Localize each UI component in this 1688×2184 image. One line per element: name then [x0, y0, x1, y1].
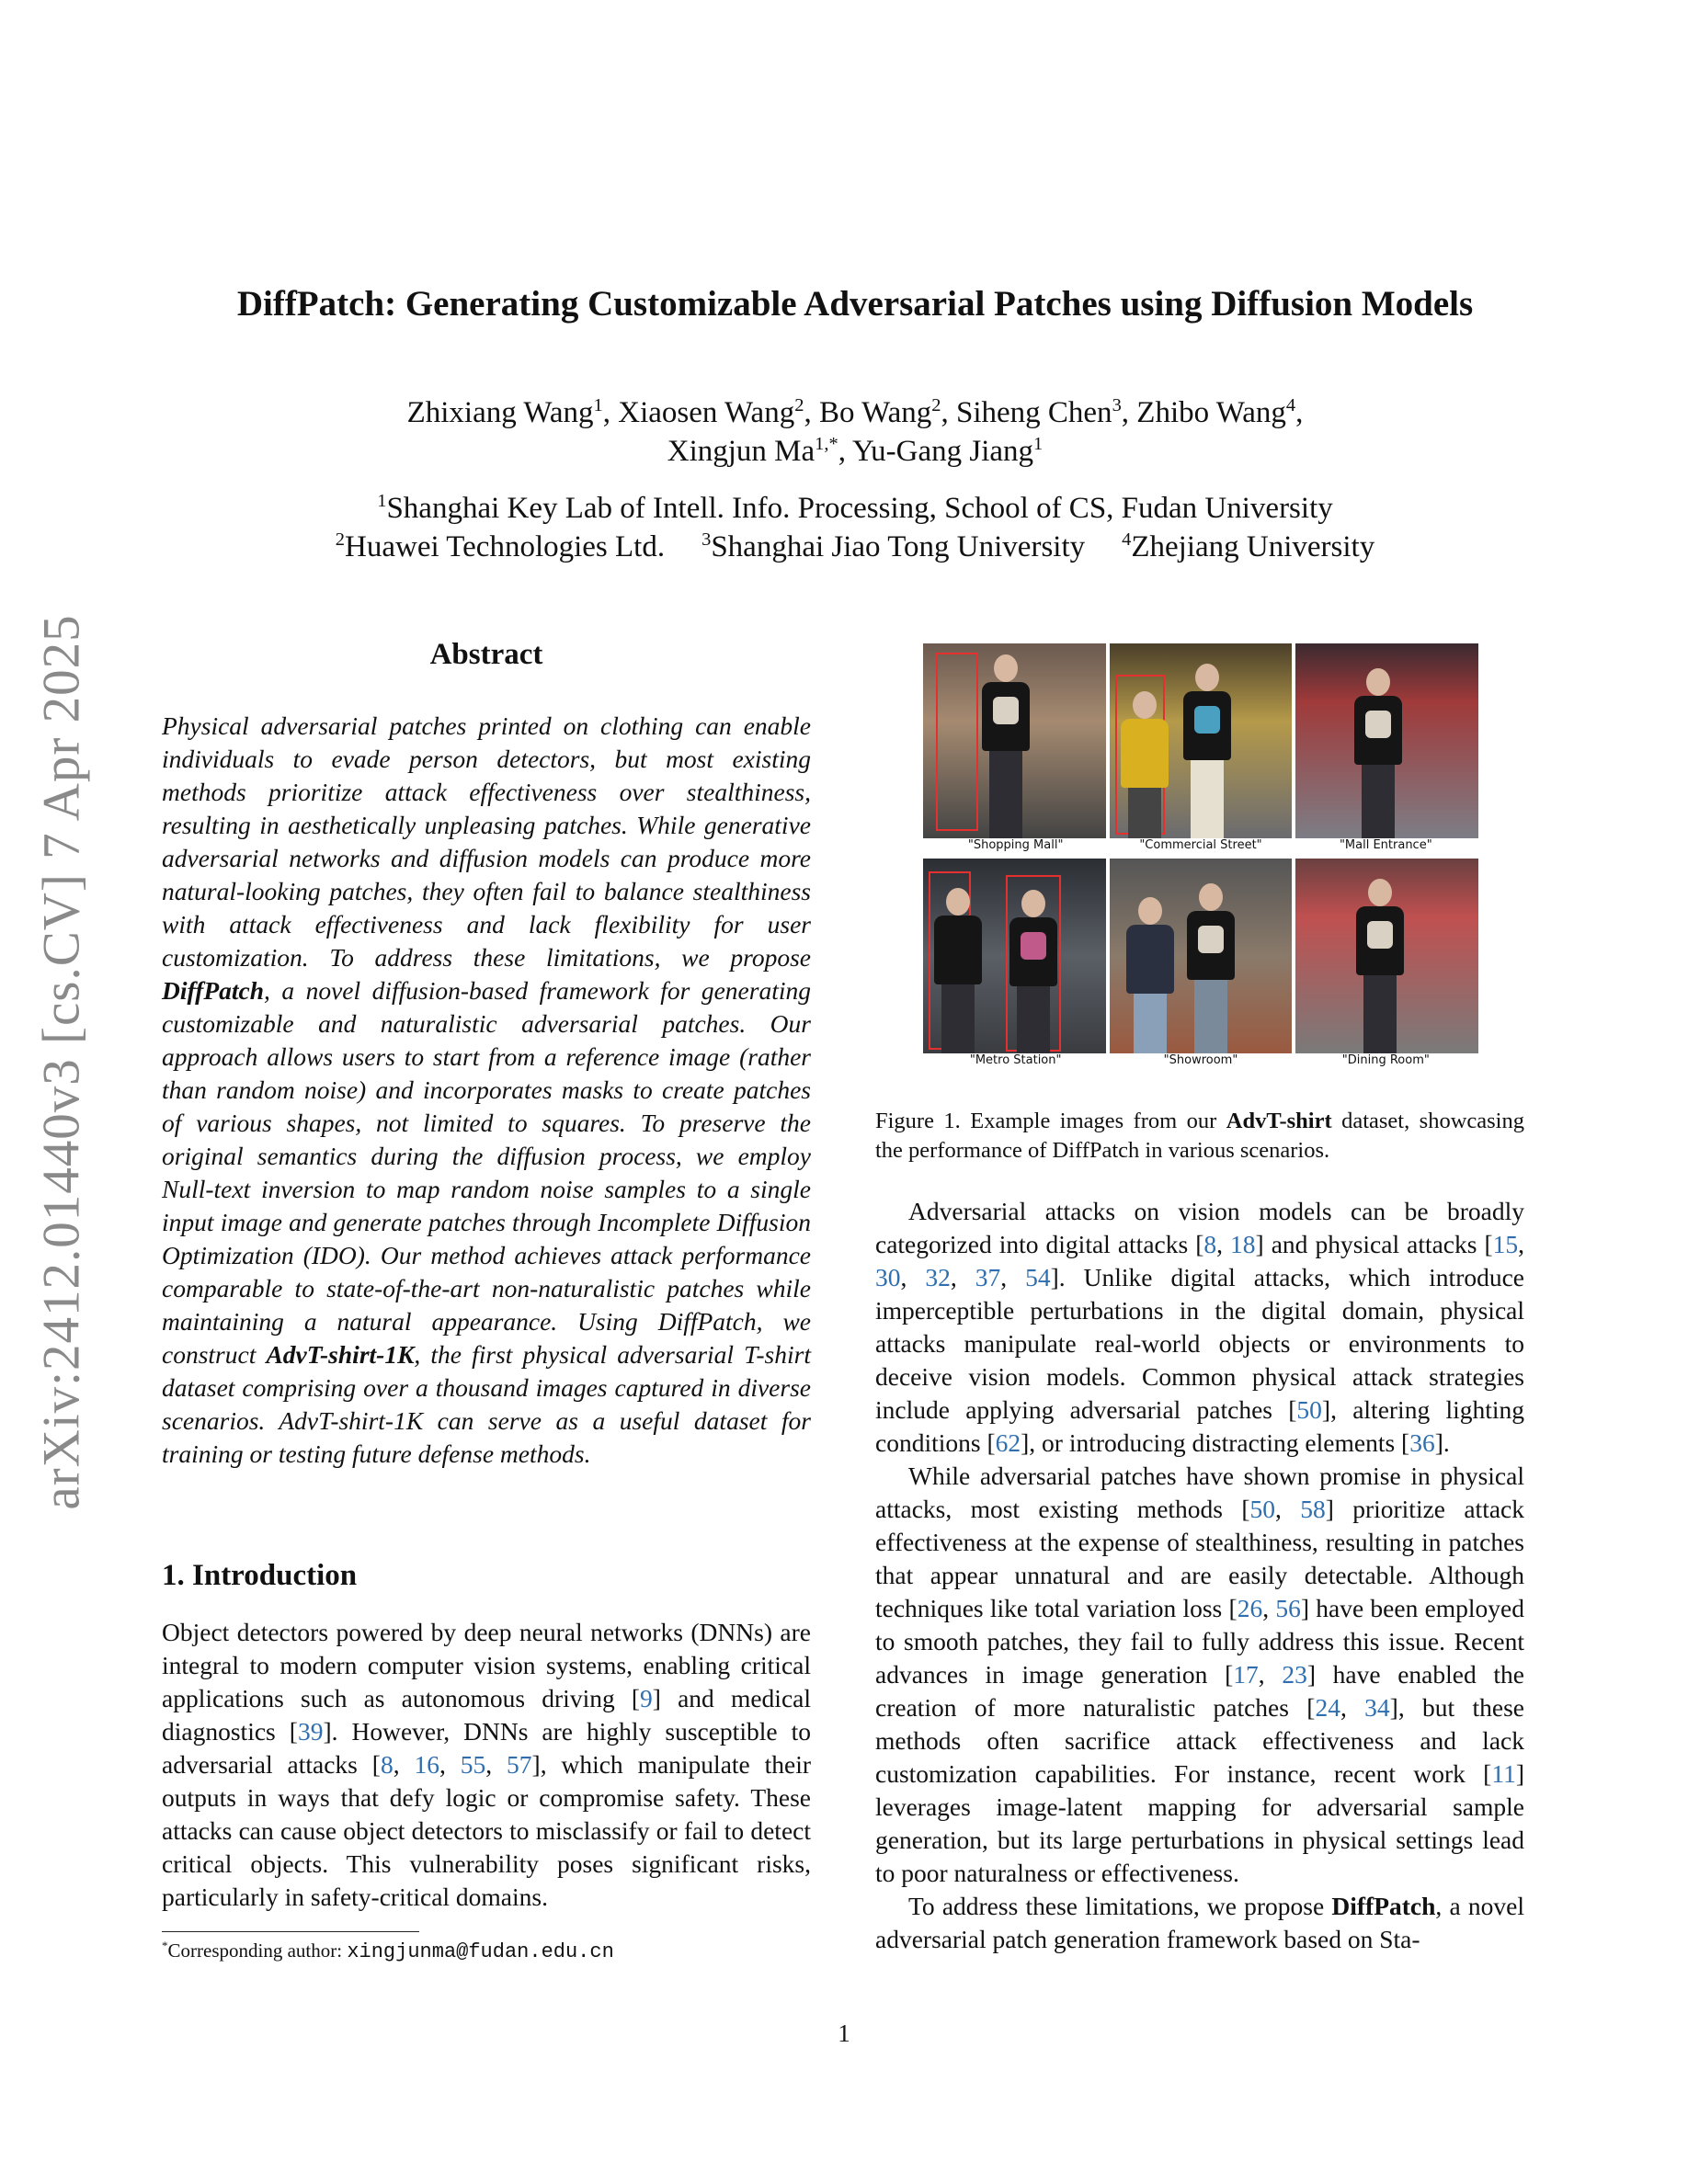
citation-link[interactable]: 30 — [875, 1263, 901, 1291]
email-link[interactable]: xingjunma@fudan.edu.cn — [347, 1940, 614, 1963]
citation-link[interactable]: 37 — [975, 1263, 1001, 1291]
abstract-heading: Abstract — [429, 638, 543, 671]
text-run: ] and medical diagnostics [ — [162, 1684, 812, 1746]
introduction-text — [162, 1616, 811, 1914]
author: Bo Wang$^2$, — [818, 395, 956, 429]
citation-link[interactable]: 50 — [1296, 1395, 1322, 1424]
paper-title: DiffPatch: Generating Customizable Adversarial Patches using Diffusion Models — [236, 284, 1474, 324]
author: Zhixiang Wang$^1$, — [406, 395, 619, 429]
text-run: ]. Unlike digital attacks, which introduce imperceptible perturbations in the digital domain, physical attacks manipulate real-world objects or environments to deceive vision models. Common physical attack strategies include applying adversarial patches [ — [875, 1263, 1525, 1424]
author-line-2 — [138, 432, 1572, 471]
citation-link[interactable]: 8 — [380, 1750, 393, 1779]
affiliation-line-1: $^1$Shanghai Key Lab of Intell. Info. Processing, School of CS, Fudan University — [377, 491, 1333, 525]
photo-caption: "Showroom" — [1163, 1053, 1238, 1067]
text-run: ]. However, DNNs are highly susceptible to adversarial attacks [ — [162, 1717, 811, 1779]
caption-row-top — [923, 838, 1478, 857]
text-run: ] and physical attacks [ — [1255, 1230, 1493, 1258]
affiliations — [138, 489, 1572, 566]
paragraph — [162, 1616, 811, 1914]
text-run: , — [1216, 1230, 1231, 1258]
author: Yu-Gang Jiang$^1$ — [851, 434, 1044, 468]
photo-mall-entrance — [1295, 643, 1478, 838]
photo-shopping-mall — [923, 643, 1106, 838]
photo-row-bottom — [923, 859, 1478, 1053]
citation-link[interactable]: 57 — [507, 1750, 532, 1779]
author: Siheng Chen$^3$, — [955, 395, 1137, 429]
photo-caption: "Shopping Mall" — [967, 838, 1064, 852]
citation-link[interactable]: 50 — [1249, 1495, 1275, 1523]
citation-link[interactable]: 17 — [1233, 1660, 1259, 1689]
author: Zhibo Wang$^4$, — [1136, 395, 1304, 429]
photo-caption: "Dining Room" — [1341, 1053, 1430, 1067]
citation-link[interactable]: 39 — [297, 1717, 324, 1746]
author: Xingjun $Ma^{1,*}$, — [667, 434, 852, 468]
text-run: ], but these methods often sacrifice attack effectiveness and lack customization capabilities. For instance, recent work [ — [875, 1693, 1525, 1788]
bold-text: DiffPatch — [1331, 1892, 1436, 1920]
citation-link[interactable]: 15 — [1492, 1230, 1519, 1258]
citation-link[interactable]: 62 — [995, 1428, 1021, 1457]
citation-link[interactable]: 24 — [1315, 1693, 1340, 1722]
citation-link[interactable]: 56 — [1275, 1594, 1301, 1622]
text-run: , — [1340, 1693, 1365, 1722]
text-run: , — [1000, 1263, 1026, 1291]
author: Xiaosen Wang$^2$, — [618, 395, 819, 429]
citation-link[interactable]: 55 — [460, 1750, 486, 1779]
text-run: , — [1518, 1230, 1525, 1258]
introduction-heading: 1. Introduction — [162, 1559, 358, 1592]
citation-link[interactable]: 58 — [1300, 1495, 1326, 1523]
text-run: While adversarial patches have shown promise in physical attacks, most existing methods [ — [875, 1462, 1524, 1523]
photo-caption: "Mall Entrance" — [1339, 838, 1432, 852]
text-run: , a novel adversarial patch generation framework based on Sta- — [875, 1892, 1524, 1953]
photo-caption: "Commercial Street" — [1139, 838, 1262, 852]
figure-1 — [923, 643, 1478, 1067]
text-run: ] have been employed to smooth patches, they fail to fully address this issue. Recent advances in image generation [ — [875, 1594, 1525, 1689]
text-run: , — [439, 1750, 461, 1779]
citation-link[interactable]: 34 — [1364, 1693, 1390, 1722]
citation-link[interactable]: 26 — [1237, 1594, 1263, 1622]
photo-showroom — [1110, 859, 1293, 1053]
text-run: ]. — [1434, 1428, 1450, 1457]
text-run: ] prioritize attack effectiveness at the expense of stealthiness, resulting in patches that appear unnatural and are easily detectable. Although techniques like total variation loss [ — [875, 1495, 1524, 1622]
page-number: 1 — [838, 2019, 850, 2047]
affiliation-line-2: $^2$Huawei Technologies Ltd. $^3$Shanghai Jiao Tong University $^4$Zhejiang University — [335, 529, 1375, 563]
paragraph — [875, 1890, 1524, 1956]
citation-link[interactable]: 11 — [1491, 1759, 1516, 1788]
author-list — [138, 393, 1572, 471]
text-run: To address these limitations, we propose — [908, 1892, 1332, 1920]
arxiv-identifier: arXiv:2412.01440v3 [cs.CV] 7 Apr 2025 — [32, 613, 91, 1510]
figure-caption: Figure 1. Example images from our AdvT-shirt dataset, showcasing the performance of DiffPatch in various scenarios. — [875, 1109, 1524, 1163]
text-run: , — [485, 1750, 508, 1779]
text-run: , — [950, 1263, 975, 1291]
citation-link[interactable]: 18 — [1230, 1230, 1256, 1258]
footnote: *Corresponding author: xingjunma@fudan.edu.cn — [162, 1939, 614, 1963]
paragraph — [875, 1195, 1524, 1460]
text-run: Adversarial attacks on vision models can be broadly categorized into digital attacks [ — [875, 1197, 1524, 1258]
text-run: , — [1262, 1594, 1276, 1622]
right-column-text — [875, 1195, 1524, 1956]
citation-link[interactable]: 8 — [1203, 1230, 1217, 1258]
citation-link[interactable]: 23 — [1282, 1660, 1307, 1689]
text-run: , — [393, 1750, 415, 1779]
citation-link[interactable]: 16 — [414, 1750, 439, 1779]
text-run: ] leverages image-latent mapping for adversarial sample generation, but its large perturbations in physical settings lead to poor naturalness or effectiveness. — [875, 1759, 1524, 1887]
photo-caption: "Metro Station" — [969, 1053, 1062, 1067]
abstract-text: Physical adversarial patches printed on clothing can enable individuals to evade person detectors, but most existing methods prioritize attack effectiveness over stealthiness, resulting in aesthetically unpleasing patches. While generative adversarial networks and diffusion models can produce more natural-looking patches, they often fail to balance stealthiness with attack effectiveness and lack flexibility for user customization. To address these limitations, we propose DiffPatch, a novel diffusion-based framework for generating customizable and naturalistic adversarial patches. Our approach allows users to start from a reference image (rather than random noise) and incorporates masks to create patches of various shapes, not limited to squares. To preserve the original semantics during the diffusion process, we employ Null-text inversion to map random noise samples to a single input image and generate patches through Incomplete Diffusion Optimization (IDO). Our method achieves attack performance comparable to state-of-the-art non-naturalistic patches while maintaining a natural appearance. Using DiffPatch, we construct AdvT-shirt-1K, the first physical adversarial T-shirt dataset comprising over a thousand images captured in diverse scenarios. AdvT-shirt-1K can serve as a useful dataset for training or testing future defense methods. — [162, 711, 811, 1468]
citation-link[interactable]: 9 — [640, 1684, 653, 1712]
text-run: ], which manipulate their outputs in ways that defy logic or compromise safety. These attacks can cause object detectors to misclassify or fail to detect critical objects. This vulnerability poses significant risks, particularly in safety-critical domains. — [162, 1750, 812, 1911]
footnote-divider — [162, 1931, 419, 1932]
citation-link[interactable]: 54 — [1025, 1263, 1051, 1291]
photo-metro-station — [923, 859, 1106, 1053]
citation-link[interactable]: 32 — [925, 1263, 951, 1291]
photo-row-top — [923, 643, 1478, 838]
text-run: ] have enabled the creation of more naturalistic patches [ — [875, 1660, 1524, 1722]
arxiv-sidebar — [11, 588, 112, 1535]
text-run: , — [1258, 1660, 1283, 1689]
text-run: Object detectors powered by deep neural networks (DNNs) are integral to modern computer vision systems, enabling critical applications such as autonomous driving [ — [162, 1618, 811, 1712]
paragraph — [875, 1460, 1524, 1890]
text-run: ], or introducing distracting elements [ — [1021, 1428, 1410, 1457]
photo-dining-room — [1295, 859, 1478, 1053]
author-line-1 — [138, 393, 1572, 432]
text-run: ], altering lighting conditions [ — [875, 1395, 1525, 1457]
photo-commercial-street — [1110, 643, 1293, 838]
citation-link[interactable]: 36 — [1409, 1428, 1435, 1457]
text-run: , — [900, 1263, 926, 1291]
caption-row-bottom — [923, 1053, 1478, 1072]
text-run: , — [1275, 1495, 1301, 1523]
